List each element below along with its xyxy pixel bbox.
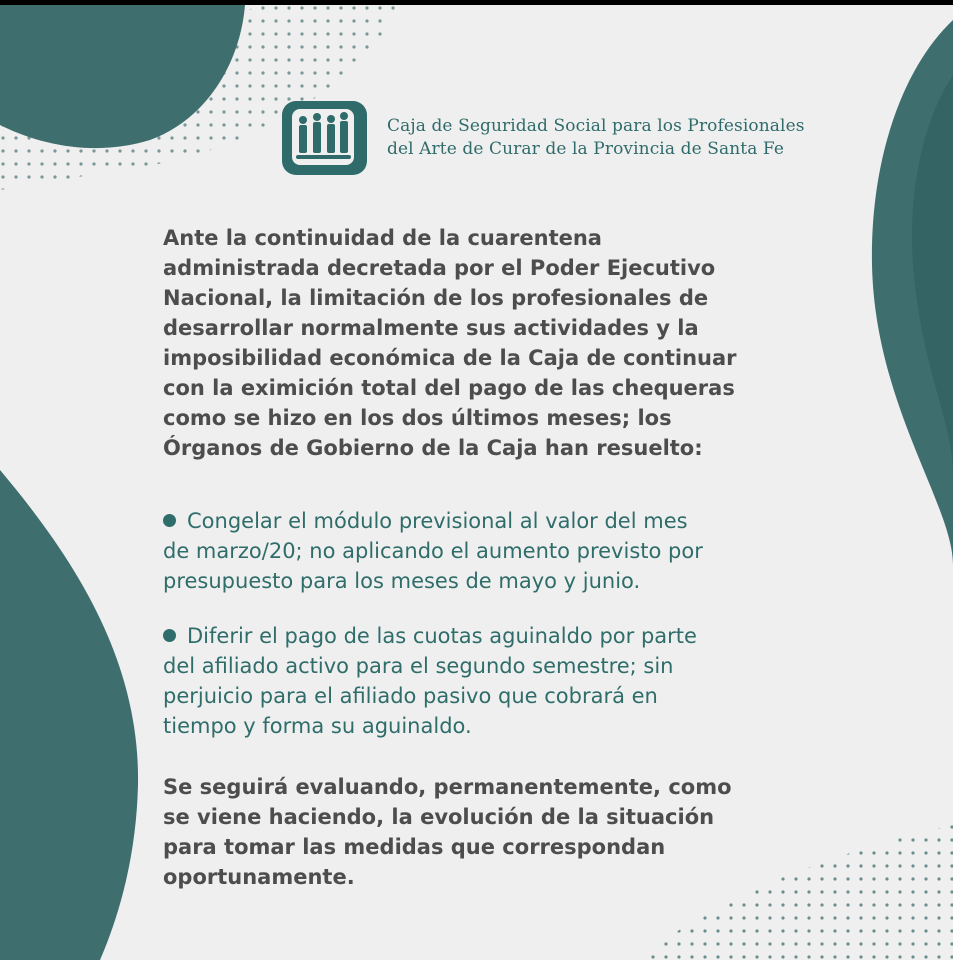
closing-line: para tomar las medidas que correspondan bbox=[163, 835, 666, 859]
organization-name bbox=[387, 115, 805, 161]
list-item-line: perjuicio para el afiliado pasivo que cobrará en bbox=[163, 684, 658, 708]
announcement-body bbox=[163, 223, 823, 892]
list-item-line: Diferir el pago de las cuotas aguinaldo por parte bbox=[187, 624, 697, 648]
organization-name-line: Caja de Seguridad Social para los Profesionales bbox=[387, 116, 805, 136]
list-item-line: presupuesto para los meses de mayo y junio. bbox=[163, 569, 641, 593]
list-item bbox=[163, 506, 823, 596]
header bbox=[282, 101, 805, 175]
intro-line: como se hizo en los dos últimos meses; los bbox=[163, 406, 672, 430]
closing-line: se viene haciendo, la evolución de la situación bbox=[163, 805, 715, 829]
bullet-dot-icon bbox=[163, 629, 176, 642]
intro-paragraph bbox=[163, 223, 823, 463]
intro-line: Nacional, la limitación de los profesionales de bbox=[163, 286, 709, 310]
closing-line: oportunamente. bbox=[163, 865, 355, 889]
list-item-line: de marzo/20; no aplicando el aumento previsto por bbox=[163, 539, 703, 563]
intro-line: Órganos de Gobierno de la Caja han resuelto: bbox=[163, 436, 703, 460]
intro-line: Ante la continuidad de la cuarentena bbox=[163, 226, 602, 250]
organization-name-line: del Arte de Curar de la Provincia de Santa Fe bbox=[387, 139, 785, 159]
list-item-line: tiempo y forma su aguinaldo. bbox=[163, 714, 472, 738]
list-item bbox=[163, 621, 823, 741]
intro-line: imposibilidad económica de la Caja de continuar bbox=[163, 346, 737, 370]
announcement-card bbox=[0, 5, 953, 960]
intro-line: con la eximición total del pago de las chequeras bbox=[163, 376, 735, 400]
resolution-list bbox=[163, 506, 823, 741]
closing-paragraph bbox=[163, 772, 823, 892]
list-item-line: del afiliado activo para el segundo semestre; sin bbox=[163, 654, 674, 678]
intro-line: desarrollar normalmente sus actividades y la bbox=[163, 316, 699, 340]
teal-shape-bottom-left bbox=[0, 470, 138, 960]
people-group-logo-icon bbox=[282, 101, 367, 175]
intro-line: administrada decretada por el Poder Ejecutivo bbox=[163, 256, 716, 280]
closing-line: Se seguirá evaluando, permanentemente, como bbox=[163, 775, 732, 799]
list-item-line: Congelar el módulo previsional al valor del mes bbox=[187, 509, 688, 533]
bullet-dot-icon bbox=[163, 514, 176, 527]
